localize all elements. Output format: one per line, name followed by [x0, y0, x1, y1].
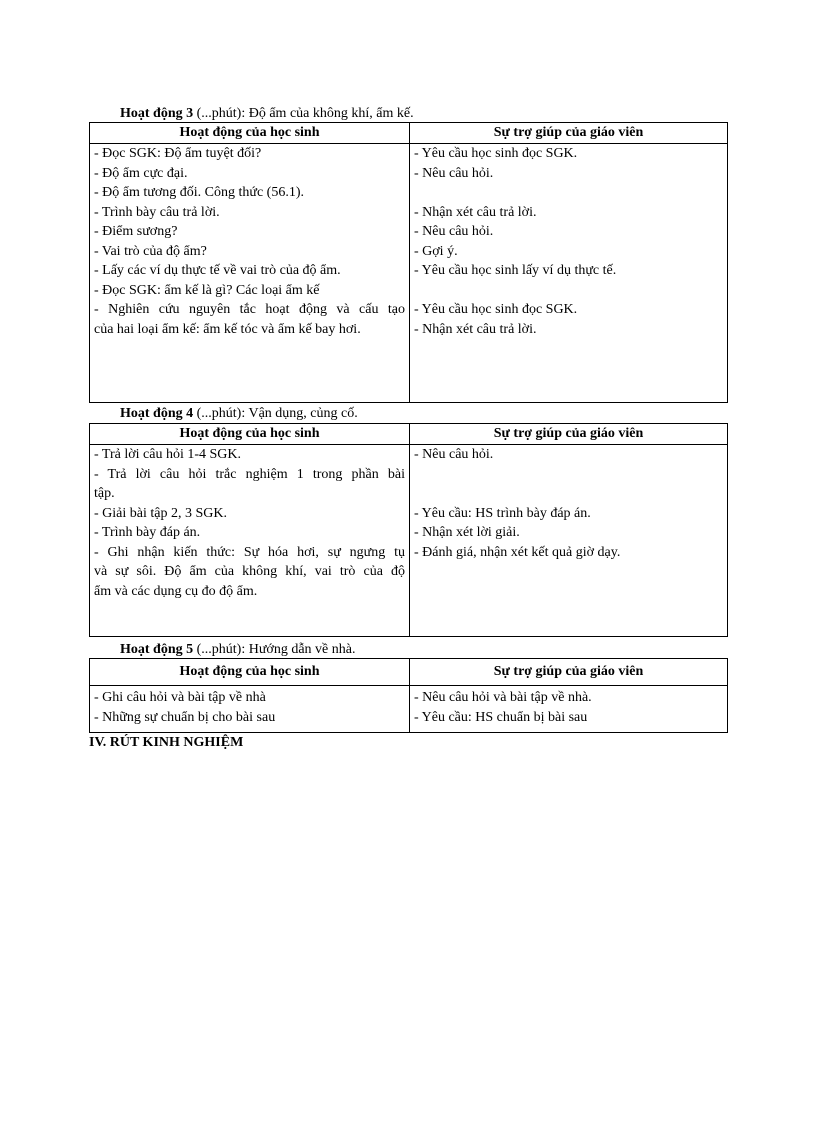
activity5-student-line: - Những sự chuẩn bị cho bài sau [94, 709, 276, 725]
activity4-student-line: - Trình bày đáp án. [94, 525, 201, 540]
activity5-student-line: - Ghi câu hỏi và bài tập về nhà [94, 690, 266, 705]
activity4-student-cell [90, 445, 410, 637]
activity3-student-cell [90, 144, 410, 403]
activity3-col-student: Hoạt động của học sinh [90, 123, 410, 144]
activity4-table [89, 423, 728, 637]
activity4-teacher-line: - Nêu câu hỏi. [414, 447, 494, 462]
activity3-table [89, 122, 728, 403]
activity3-student-line: - Độ ẩm tương đối. Công thức (56.1). [94, 185, 304, 200]
activity4-col-teacher: Sự trợ giúp của giáo viên [410, 424, 728, 445]
activity4-student-line: ẩm và các dụng cụ đo độ ẩm. [94, 583, 258, 599]
activity5-col-student: Hoạt động của học sinh [90, 659, 410, 686]
activity3-teacher-line [414, 281, 723, 301]
activity4-col-student: Hoạt động của học sinh [90, 424, 410, 445]
activity3-student-line: - Đọc SGK: ẩm kế là gì? Các loại ẩm kế [94, 282, 320, 298]
activity5-teacher-line: - Nêu câu hỏi và bài tập về nhà. [414, 690, 592, 705]
activity3-student-line: - Nghiên cứu nguyên tắc hoạt động và cấu tạo [94, 302, 405, 317]
activity5-col-teacher: Sự trợ giúp của giáo viên [410, 659, 728, 686]
activity3-teacher-line: - Nhận xét câu trả lời. [414, 204, 537, 220]
section-iv-heading: IV. RÚT KINH NGHIỆM [89, 735, 244, 750]
activity5-teacher-cell [410, 686, 728, 733]
activity4-teacher-line [414, 465, 723, 485]
activity3-teacher-line: - Gợi ý. [414, 243, 458, 259]
activity5-teacher-line: - Yêu cầu: HS chuẩn bị bài sau [414, 709, 588, 725]
activity3-teacher-line: - Nêu câu hỏi. [414, 165, 494, 181]
activity3-student-line: - Vai trò của độ ẩm? [94, 243, 207, 259]
activity3-teacher-line: - Yêu cầu học sinh đọc SGK. [414, 302, 578, 317]
activity4-heading-bold: Hoạt động 4 [120, 406, 194, 421]
activity4-student-line: - Ghi nhận kiến thức: Sự hóa hơi, sự ngưng tụ [94, 544, 405, 560]
activity4-heading-rest: (...phút): Vận dụng, củng cố. [193, 406, 358, 421]
activity4-teacher-cell [410, 445, 728, 637]
activity5-heading [120, 642, 355, 658]
activity4-student-line: - Trả lời câu hỏi 1-4 SGK. [94, 447, 242, 462]
activity3-col-teacher: Sự trợ giúp của giáo viên [410, 123, 728, 144]
activity3-student-line: - Độ ẩm cực đại. [94, 165, 188, 181]
activity4-teacher-line: - Đánh giá, nhận xét kết quả giờ dạy. [414, 544, 621, 560]
activity5-heading-bold: Hoạt động 5 [120, 642, 194, 657]
activity4-student-line: - Trả lời câu hỏi trắc nghiệm 1 trong phần bài [94, 466, 405, 482]
activity4-teacher-line [414, 484, 723, 504]
activity3-heading [120, 106, 414, 122]
activity5-student-cell [90, 686, 410, 733]
activity4-heading [120, 406, 358, 422]
activity3-student-line: - Lấy các ví dụ thực tế về vai trò của độ ẩm. [94, 263, 341, 278]
activity5-table [89, 658, 728, 733]
activity3-heading-bold: Hoạt động 3 [120, 106, 194, 121]
activity4-teacher-line: - Yêu cầu: HS trình bày đáp án. [414, 505, 591, 521]
activity3-teacher-line: - Yêu cầu học sinh lấy ví dụ thực tế. [414, 263, 617, 278]
activity3-student-line: - Trình bày câu trả lời. [94, 204, 220, 220]
activity3-student-line: - Điểm sương? [94, 224, 178, 239]
activity3-student-line: - Đọc SGK: Độ ẩm tuyệt đối? [94, 146, 262, 161]
activity3-teacher-line: - Yêu cầu học sinh đọc SGK. [414, 146, 578, 161]
activity3-teacher-line: - Nhận xét câu trả lời. [414, 321, 537, 337]
activity5-heading-rest: (...phút): Hướng dẫn về nhà. [193, 642, 356, 657]
activity3-student-line: của hai loại ẩm kế: ẩm kế tóc và ẩm kế bay hơi. [94, 321, 361, 337]
activity4-student-line: - Giải bài tập 2, 3 SGK. [94, 505, 227, 521]
activity3-teacher-line: - Nêu câu hỏi. [414, 224, 494, 239]
activity3-teacher-line [414, 183, 723, 203]
activity4-student-line: và sự sôi. Độ ẩm của không khí, vai trò của độ [94, 564, 405, 579]
activity4-teacher-line: - Nhận xét lời giải. [414, 525, 520, 540]
activity3-teacher-cell [410, 144, 728, 403]
activity4-student-line: tập. [94, 486, 115, 501]
activity3-heading-rest: (...phút): Độ ẩm của không khí, ẩm kế. [193, 106, 414, 121]
